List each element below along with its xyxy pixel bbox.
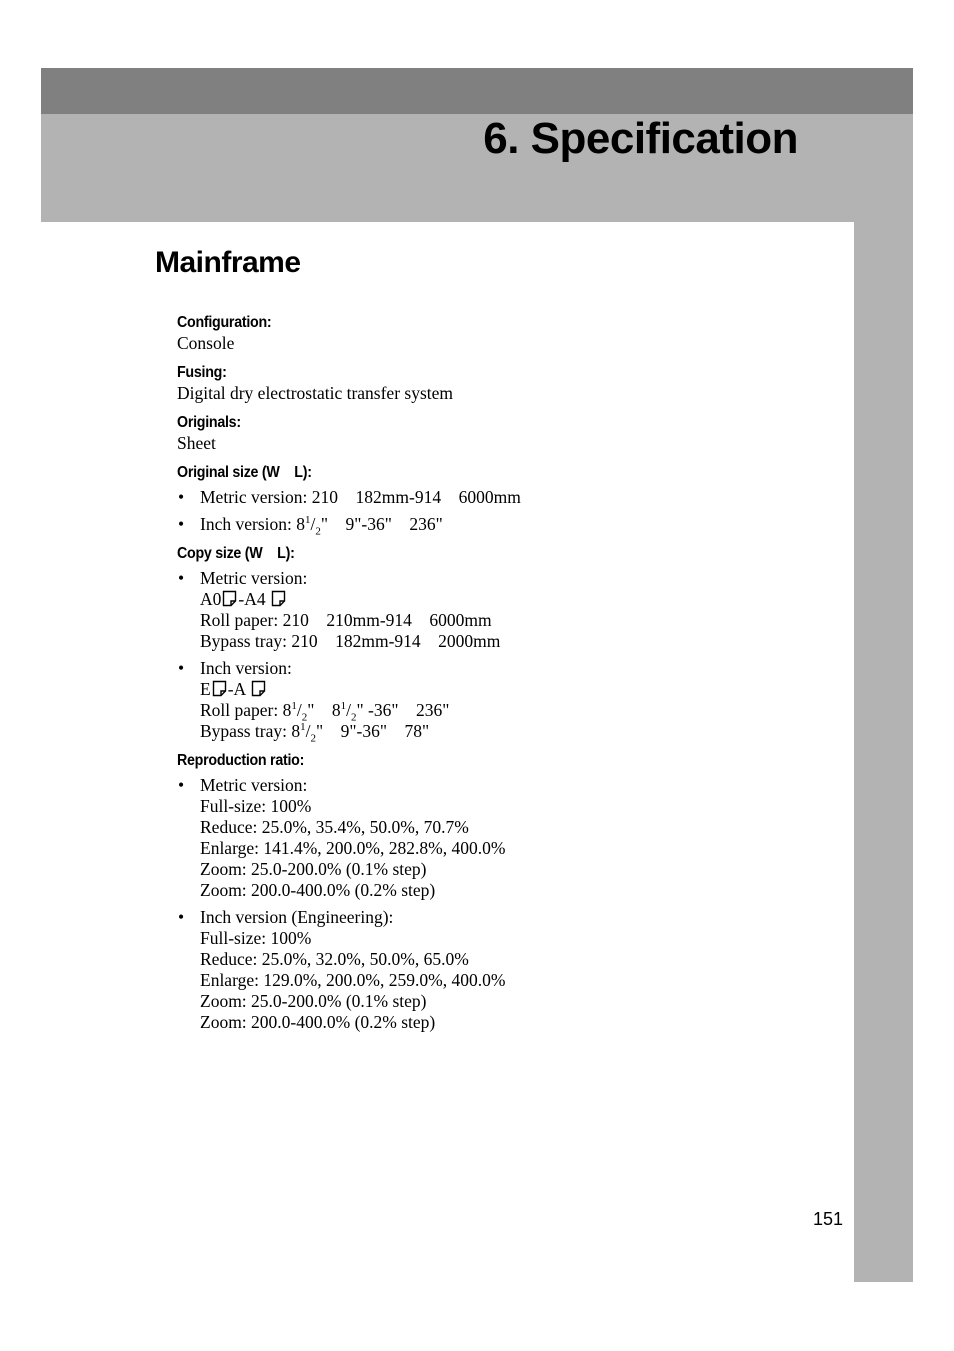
reproduction-ratio-list [177,775,837,1033]
originals-label: Originals: [177,414,241,431]
list-item: • Inch version: $8^1/_2$" 9"-36" 236" [177,514,837,535]
section-title: Mainframe [155,246,301,279]
copy-size-label: Copy size (W L): [177,545,295,562]
header-band-dark [41,68,913,114]
page-number: 151 [813,1209,844,1229]
list-item: • Metric version: 210 182mm-914 6000mm [177,487,837,508]
fusing-label: Fusing: [177,364,227,381]
paper-landscape-icon [212,680,227,697]
list-item: • Inch version (Engineering): Full-size: 100% Reduce: 25.0%, 32.0%, 50.0%, 65.0% Enlarge: 129.0%, 200.0%, 259.0%, 400.0% Zoom: 25.0-200.0% (0.1% step) Zoom: 200.0-400.0% (0.2% step) [177,907,837,1033]
chapter-title: 6. Specification [483,114,798,163]
originals-value: Sheet [177,433,216,453]
copy-size-list [177,568,837,745]
paper-portrait-icon [271,590,286,607]
fusing-value: Digital dry electrostatic transfer system [177,383,454,403]
configuration-label: Configuration: [177,314,272,331]
spec-content [177,313,837,1039]
original-size-label: Original size (W L): [177,464,312,481]
side-tab-bar [854,222,913,1282]
paper-portrait-icon [251,680,266,697]
list-item: • Inch version: E -A Roll paper: $8^1/_2$" $8^1/_2$" -36" 236" Bypass tray: $8^1/_2$" 9"-36" 78" [177,658,837,742]
list-item: • Metric version: A0 -A4 Roll paper: 210 210mm-914 6000mm Bypass tray: 210 182mm-914 2000mm [177,568,837,652]
list-item: • Metric version: Full-size: 100% Reduce: 25.0%, 35.4%, 50.0%, 70.7% Enlarge: 141.4%, 200.0%, 282.8%, 400.0% Zoom: 25.0-200.0% (0.1% step) Zoom: 200.0-400.0% (0.2% step) [177,775,837,901]
paper-landscape-icon [222,590,237,607]
reproduction-ratio-label: Reproduction ratio: [177,752,305,769]
configuration-value: Console [177,333,235,353]
original-size-list [177,487,837,538]
